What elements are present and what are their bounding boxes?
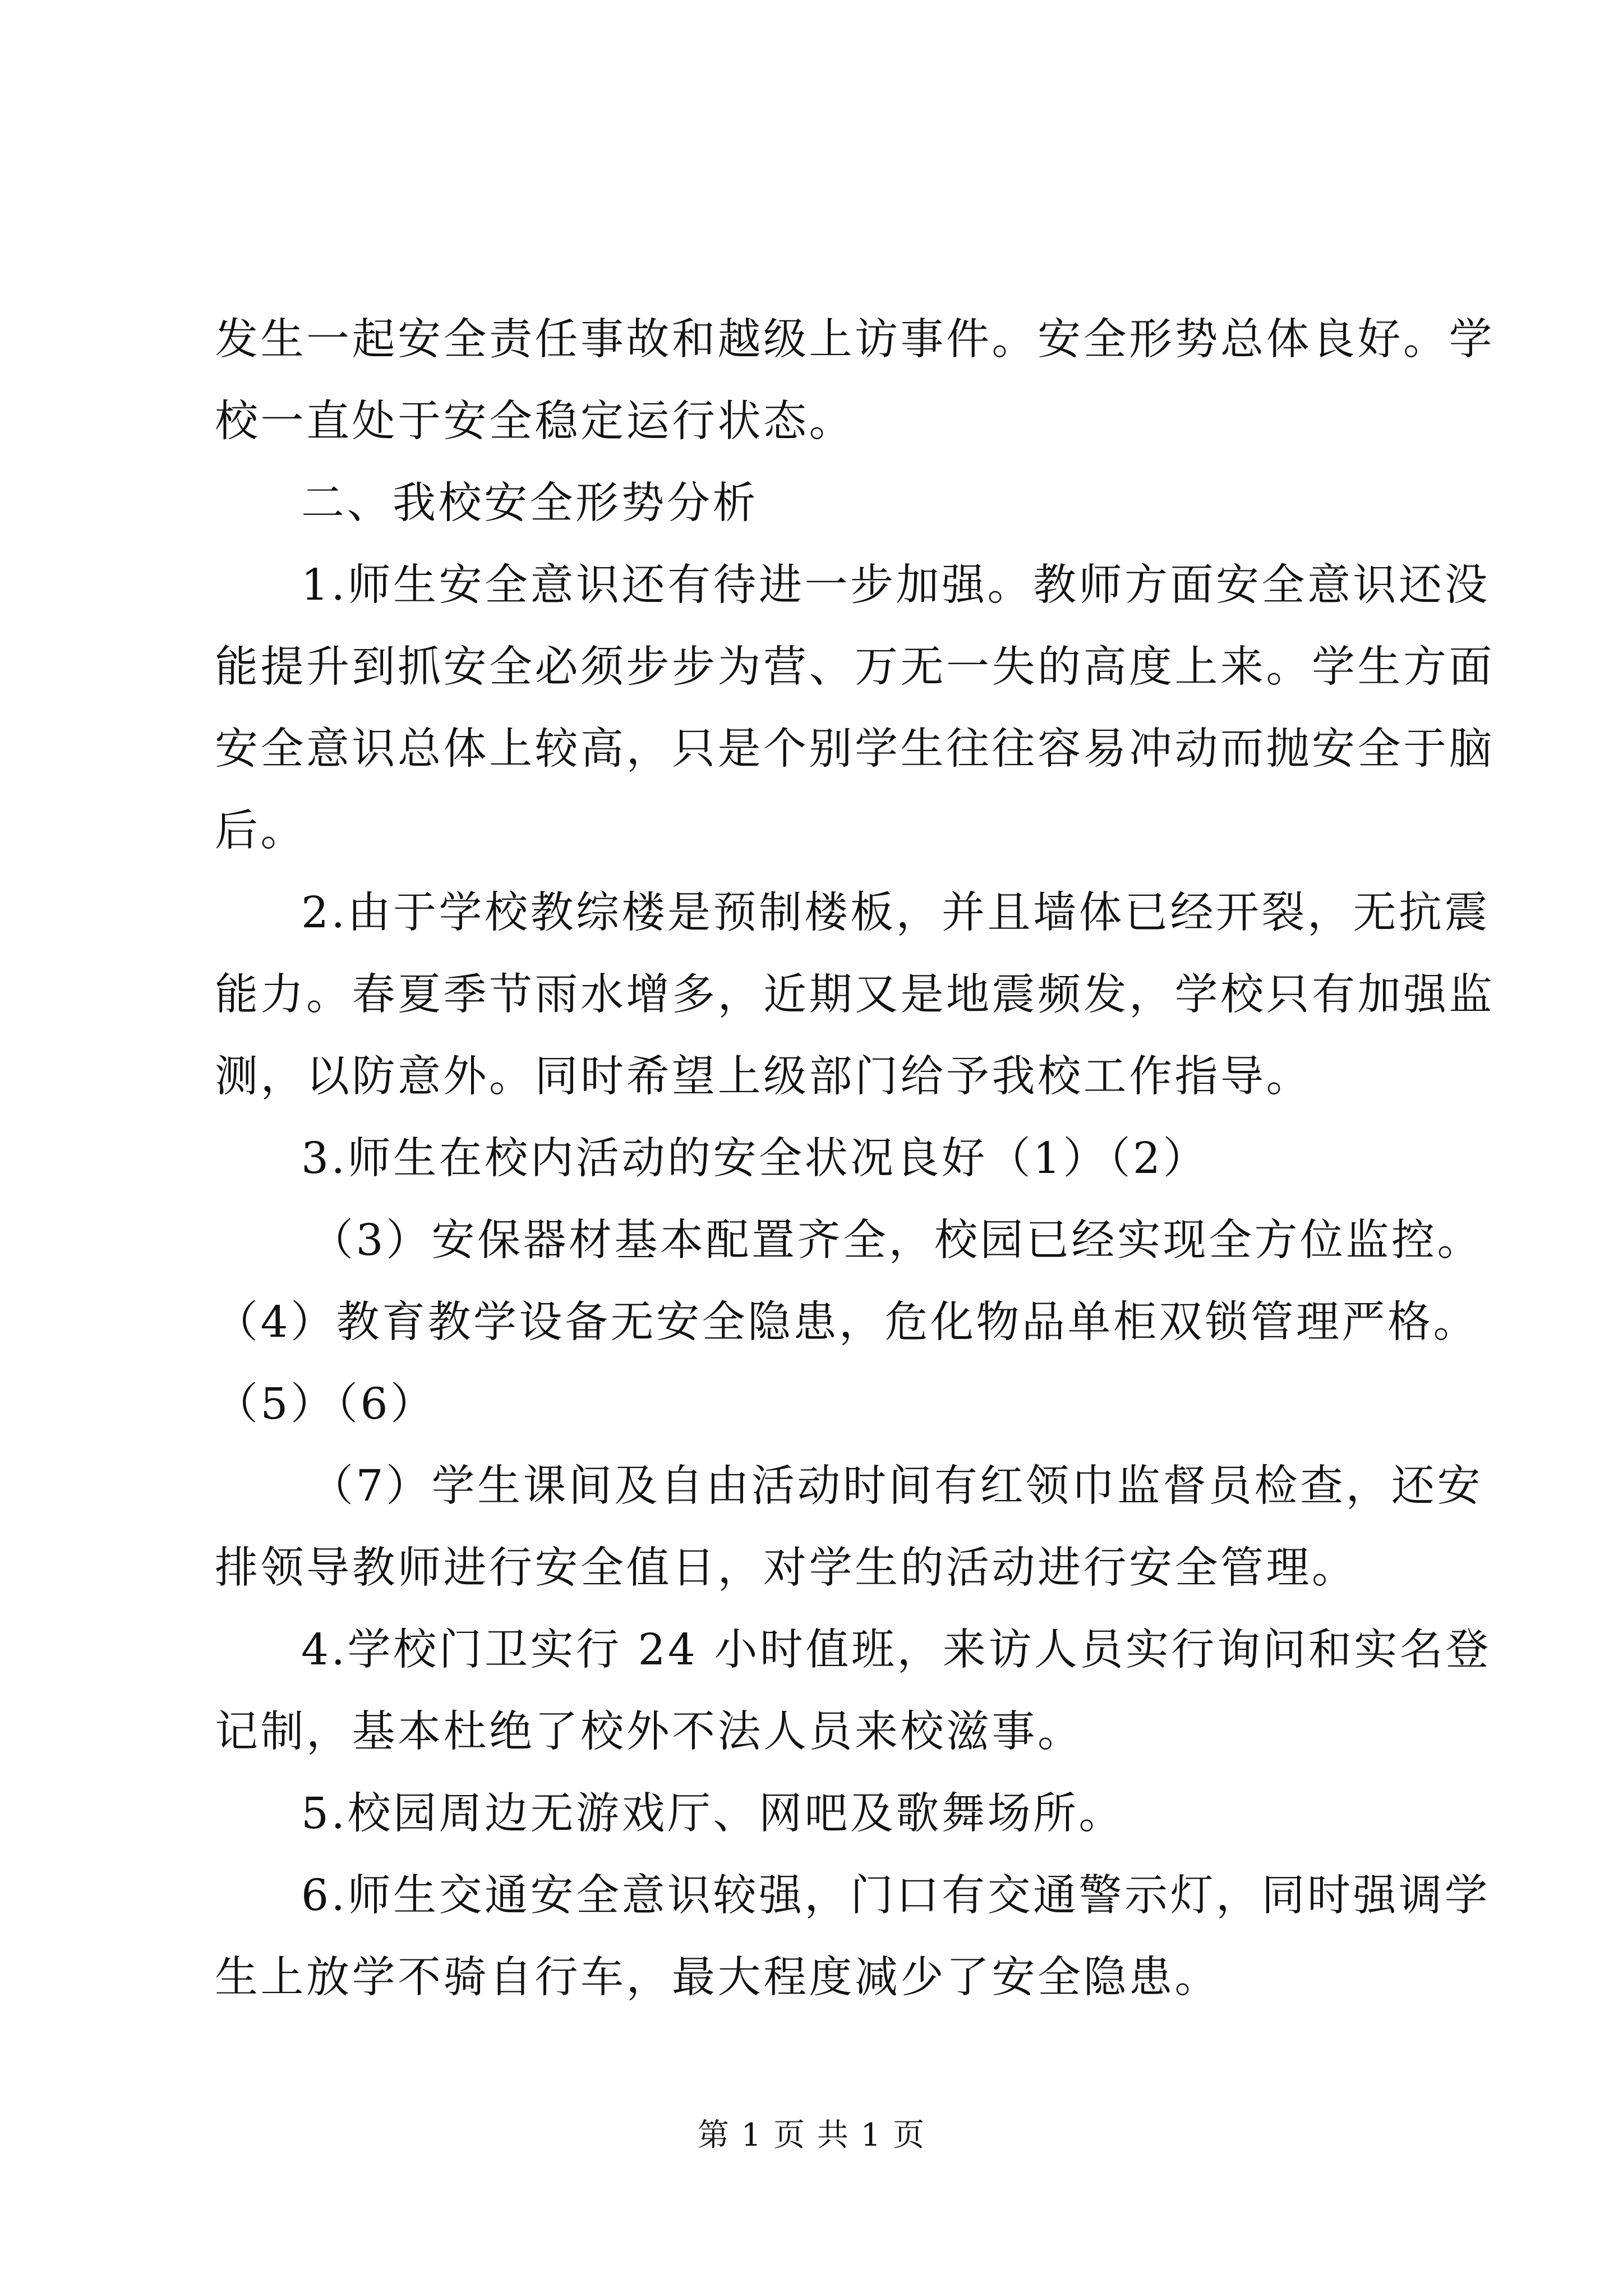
paragraph-line: 2.由于学校教综楼是预制楼板，并且墙体已经开裂，无抗震 <box>301 888 1490 938</box>
paragraph-line: 1.师生安全意识还有待进一步加强。教师方面安全意识还没 <box>301 560 1490 610</box>
paragraph-line: 排领导教师进行安全值日，对学生的活动进行安全管理。 <box>215 1543 1358 1593</box>
paragraph-line: 3.师生在校内活动的安全状况良好（1）（2） <box>301 1134 1209 1184</box>
paragraph-line: 发生一起安全责任事故和越级上访事件。安全形势总体良好。学 <box>215 315 1495 365</box>
paragraph-line: 校一直处于安全稳定运行状态。 <box>215 397 855 447</box>
paragraph-line: （7）学生课间及自由活动时间有红领巾监督员检查，还安 <box>310 1461 1483 1511</box>
document-body <box>215 299 1495 2019</box>
paragraph-line: 能力。春夏季节雨水增多，近期又是地震频发，学校只有加强监 <box>215 970 1495 1020</box>
paragraph-line: 4.学校门卫实行 24 小时值班，来访人员实行询问和实名登 <box>301 1625 1491 1675</box>
section-heading: 二、我校安全形势分析 <box>301 478 758 528</box>
page-number-footer: 第 1 页 共 1 页 <box>697 2117 926 2154</box>
paragraph-line: 测，以防意外。同时希望上级部门给予我校工作指导。 <box>215 1052 1312 1102</box>
paragraph-line: （3）安保器材基本配置齐全，校园已经实现全方位监控。 <box>310 1216 1483 1266</box>
paragraph-line: 记制，基本杜绝了校外不法人员来校滋事。 <box>215 1707 1083 1757</box>
paragraph-line: （4）教育教学设备无安全隐患，危化物品单柜双锁管理严格。 <box>215 1297 1479 1347</box>
paragraph-line: 能提升到抓安全必须步步为营、万无一失的高度上来。学生方面 <box>215 642 1495 692</box>
paragraph-line: 安全意识总体上较高，只是个别学生往往容易冲动而抛安全于脑 <box>215 724 1495 774</box>
paragraph-line: （5）（6） <box>215 1379 436 1429</box>
paragraph-line: 后。 <box>215 806 306 856</box>
paragraph-line: 5.校园周边无游戏厅、网吧及歌舞场所。 <box>301 1789 1124 1839</box>
paragraph-line: 6.师生交通安全意识较强，门口有交通警示灯，同时强调学 <box>301 1871 1490 1921</box>
paragraph-line: 生上放学不骑自行车，最大程度减少了安全隐患。 <box>215 1953 1220 2003</box>
